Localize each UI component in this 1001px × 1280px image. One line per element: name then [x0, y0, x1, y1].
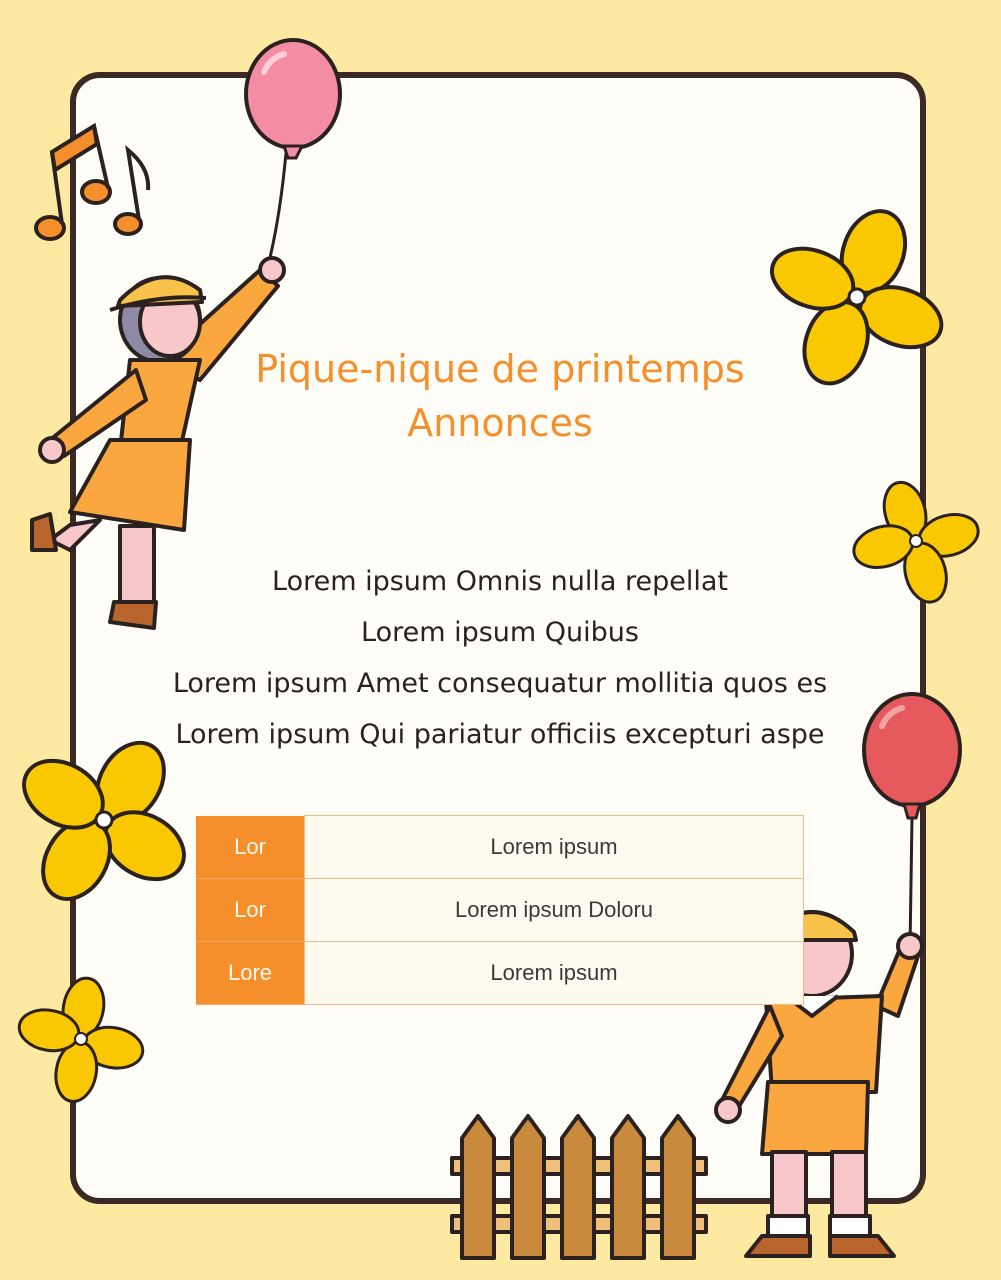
pink-balloon-icon [240, 38, 350, 268]
table-row [196, 942, 804, 1005]
schedule-table [196, 815, 804, 1005]
row-value: Lorem ipsum Doloru [305, 879, 804, 942]
row-label: Lor [196, 879, 305, 942]
page-title [150, 342, 850, 450]
body-line: Lorem ipsum Qui pariatur officiis excepturi aspe [175, 719, 825, 750]
title-line-1: Pique-nique de printemps [255, 347, 745, 391]
flower-icon [853, 478, 979, 604]
announcement-text [150, 556, 850, 760]
flower-icon [18, 976, 144, 1102]
row-value: Lorem ipsum [305, 942, 804, 1005]
body-line: Lorem ipsum Omnis nulla repellat [272, 566, 728, 597]
body-line: Lorem ipsum Quibus [361, 617, 639, 648]
row-value: Lorem ipsum [305, 816, 804, 879]
body-line: Lorem ipsum Amet consequatur mollitia quos es [172, 668, 828, 699]
table-row [196, 816, 804, 879]
row-label: Lore [196, 942, 305, 1005]
fence-illustration [448, 1112, 710, 1262]
music-notes-icon [30, 120, 160, 250]
title-line-2: Annonces [407, 401, 593, 445]
table-row [196, 879, 804, 942]
row-label: Lor [196, 816, 305, 879]
